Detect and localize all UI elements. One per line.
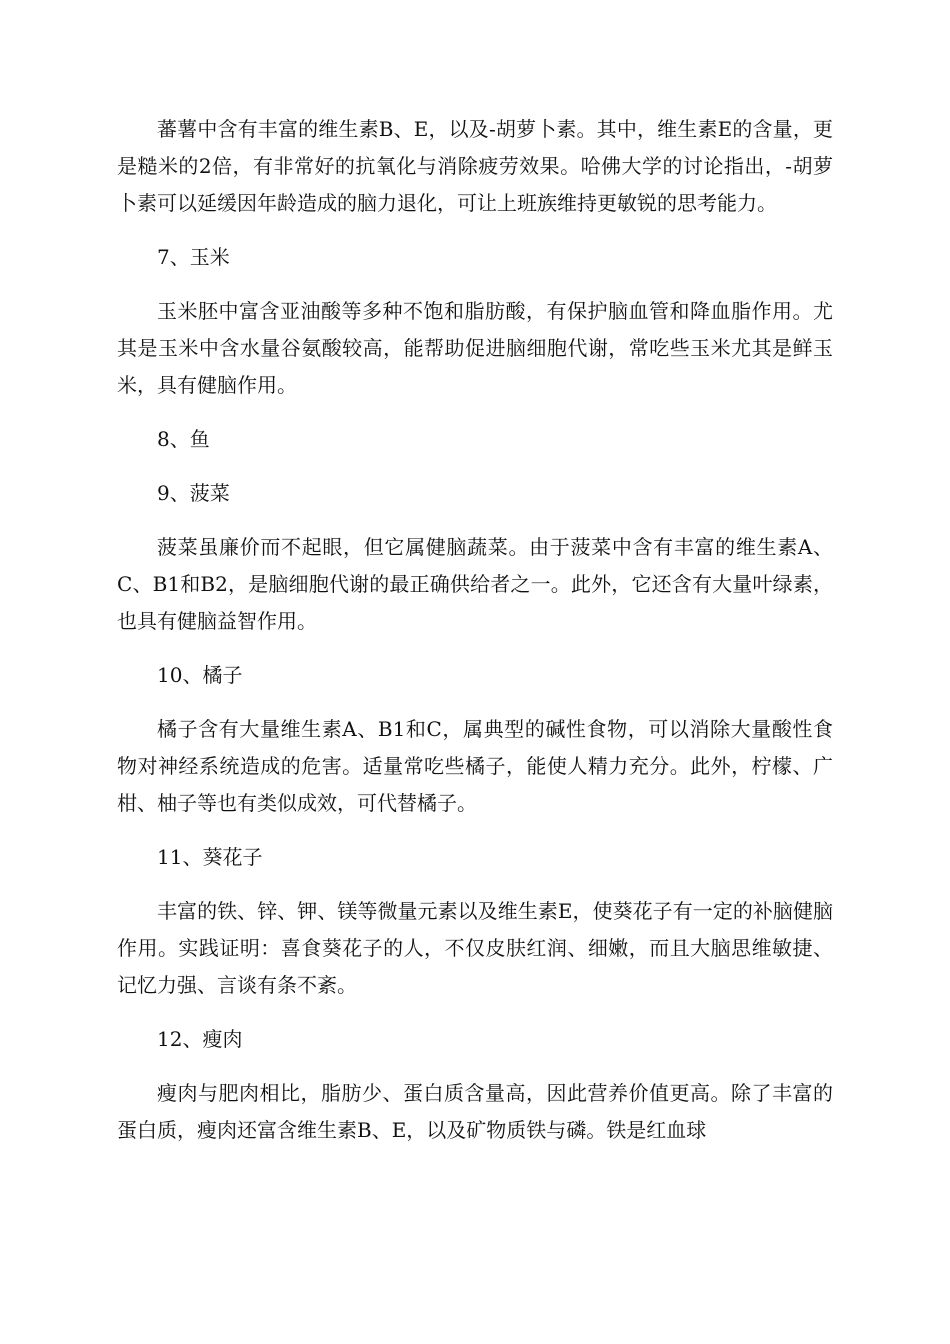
heading-spinach: 9、菠菜 <box>157 481 230 505</box>
heading-lean-meat: 12、瘦肉 <box>157 1027 243 1051</box>
paragraph-corn: 玉米胚中富含亚油酸等多种不饱和脂肪酸，有保护脑血管和降血脂作用。尤其是玉米中含水量谷氨酸较高，能帮助促进脑细胞代谢，常吃些玉米尤其是鲜玉米，具有健脑作用。 <box>117 299 833 397</box>
heading-corn: 7、玉米 <box>157 245 230 269</box>
paragraph-orange: 橘子含有大量维生素A、B1和C，属典型的碱性食物，可以消除大量酸性食物对神经系统造成的危害。适量常吃些橘子，能使人精力充分。此外，柠檬、广柑、柚子等也有类似成效，可代替橘子。 <box>117 717 833 815</box>
heading-orange: 10、橘子 <box>157 663 243 687</box>
heading-fish: 8、鱼 <box>157 427 210 451</box>
paragraph-lean-meat: 瘦肉与肥肉相比，脂肪少、蛋白质含量高，因此营养价值更高。除了丰富的蛋白质，瘦肉还富含维生素B、E，以及矿物质铁与磷。铁是红血球 <box>117 1081 833 1142</box>
document-body <box>117 111 833 1166</box>
paragraph-sweet-potato: 蕃薯中含有丰富的维生素B、E，以及-胡萝卜素。其中，维生素E的含量，更是糙米的2倍，有非常好的抗氧化与消除疲劳效果。哈佛大学的讨论指出，-胡萝卜素可以延缓因年龄造成的脑力退化，可让上班族维持更敏锐的思考能力。 <box>117 117 833 215</box>
paragraph-sunflower-seeds: 丰富的铁、锌、钾、镁等微量元素以及维生素E，使葵花子有一定的补脑健脑作用。实践证明：喜食葵花子的人，不仅皮肤红润、细嫩，而且大脑思维敏捷、记忆力强、言谈有条不紊。 <box>117 899 833 997</box>
heading-sunflower-seeds: 11、葵花子 <box>157 845 263 869</box>
paragraph-spinach: 菠菜虽廉价而不起眼，但它属健脑蔬菜。由于菠菜中含有丰富的维生素A、C、B1和B2，是脑细胞代谢的最正确供给者之一。此外，它还含有大量叶绿素，也具有健脑益智作用。 <box>117 535 833 633</box>
